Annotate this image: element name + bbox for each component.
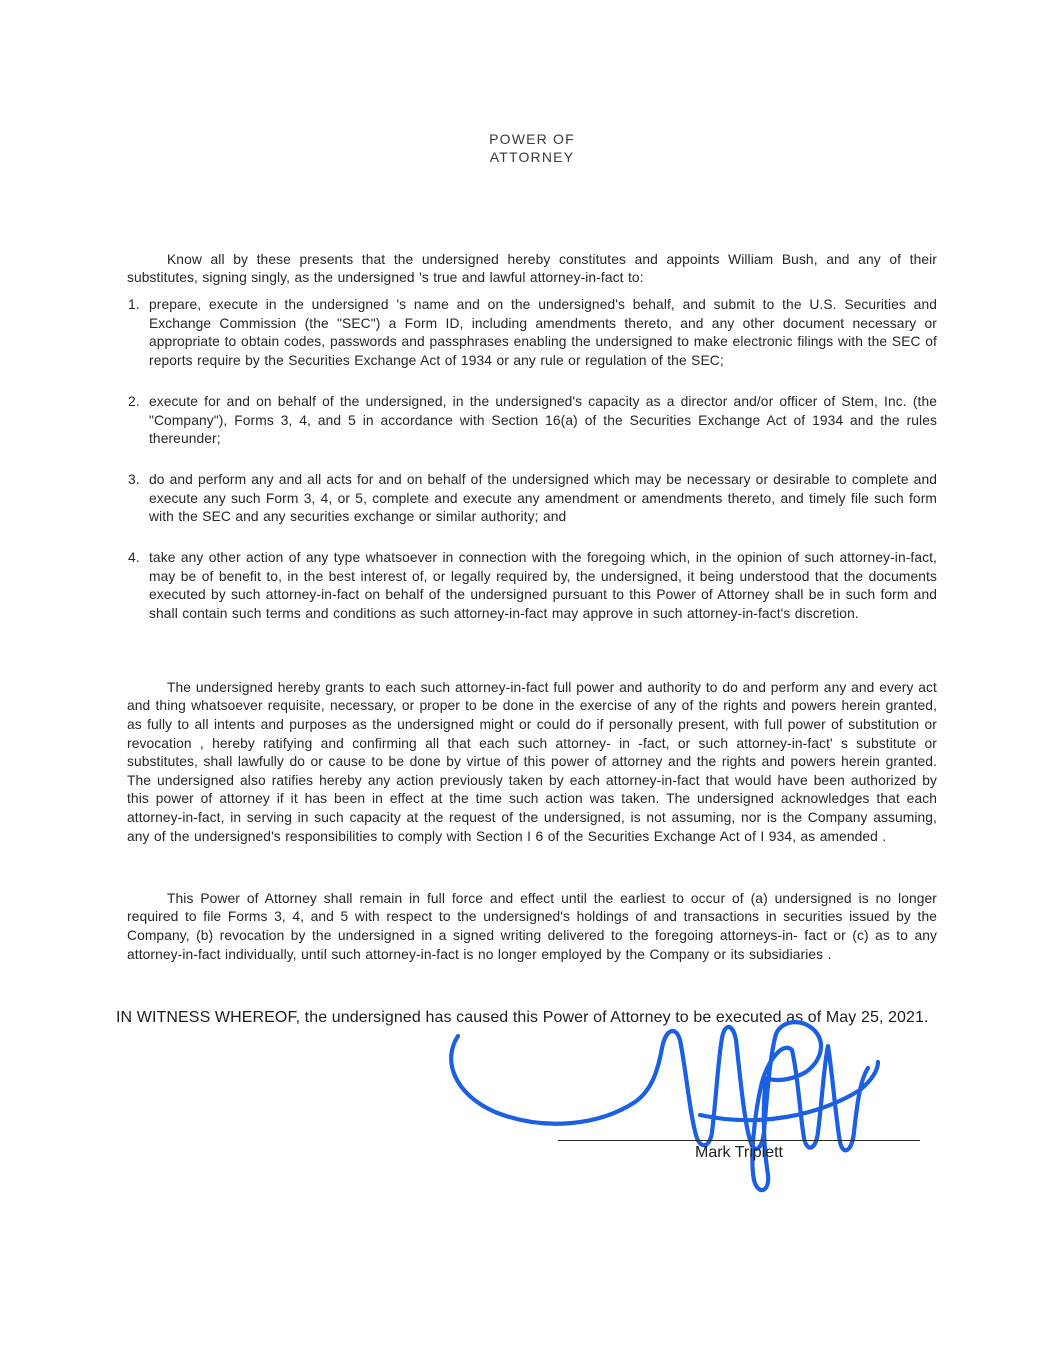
item-number: 3.	[128, 472, 140, 487]
item-number: 1.	[128, 297, 140, 312]
list-item-4	[128, 549, 937, 623]
witness-clause: IN WITNESS WHEREOF, the undersigned has caused this Power of Attorney to be executed as of May 25, 2021.	[116, 1009, 929, 1026]
signature-ink	[451, 1022, 878, 1190]
title-line-2: ATTORNEY	[489, 149, 575, 165]
item-text: take any other action of any type whatsoever in connection with the foregoing which, in the opinion of such attorney-in-fact, may be of benefit to, in the best interest of, or legally required by, the undersigned, it being understood that the documents executed by such attorney-in-fact on behalf of the undersigned pursuant to this Power of Attorney shall be in such form and shall contain such terms and conditions as such attorney-in-fact may approve in such attorney-in-fact's discretion.	[149, 550, 937, 621]
title-line-1: POWER OF	[489, 131, 575, 147]
item-text: execute for and on behalf of the undersigned, in the undersigned's capacity as a director and/or officer of Stem, Inc. (the "Company"), Forms 3, 4, and 5 in accordance with Section 16(a) of the Securities Exchange Act of 1934 and the rules thereunder;	[149, 394, 937, 447]
list-item-3	[128, 471, 937, 527]
list-item-2	[128, 393, 937, 449]
grant-paragraph: The undersigned hereby grants to each such attorney-in-fact full power and authority to do and perform any and every act and thing whatsoever requisite, necessary, or proper to be done in the exercise of any of the rights and powers herein granted, as fully to all intents and purposes as the undersigned might or could do if personally present, with full power of substitution or revocation , hereby ratifying and confirming all that each such attorney- in -fact, or such attorney-in-fact' s substitute or substitutes, shall lawfully do or cause to be done by virtue of this power of attorney and the rights and powers herein granted. The undersigned also ratifies hereby any action previously taken by each attorney-in-fact that would have been authorized by this power of attorney if it has been in effect at the time such action was taken. The undersigned acknowledges that each attorney-in-fact, in serving in such capacity at the request of the undersigned, is not assuming, nor is the Company assuming, any of the undersigned's responsibilities to comply with Section I 6 of the Securities Exchange Act of I 934, as amended .	[127, 679, 937, 844]
item-text: prepare, execute in the undersigned 's name and on the undersigned's behalf, and submit to the U.S. Securities and Exchange Commission (the "SEC") a Form ID, including amendments thereto, and any other document necessary or appropriate to obtain codes, passwords and passphrases enabling the undersigned to make electronic filings with the SEC of reports require by the Securities Exchange Act of 1934 or any rule or regulation of the SEC;	[149, 297, 937, 368]
intro-paragraph: Know all by these presents that the undersigned hereby constitutes and appoints William Bush, and any of their substitutes, signing singly, as the undersigned 's true and lawful attorney-in-fact to:	[127, 251, 937, 286]
signature-line	[558, 1140, 920, 1141]
list-item-1	[128, 296, 937, 370]
signer-name: Mark Triplett	[694, 1144, 783, 1161]
item-number: 2.	[128, 394, 140, 409]
signature-image	[440, 1020, 890, 1205]
item-text: do and perform any and all acts for and on behalf of the undersigned which may be necessary or desirable to complete and execute any such Form 3, 4, or 5, complete and execute any amendment or amendments thereto, and timely file such form with the SEC and any securities exchange or similar authority; and	[149, 472, 937, 525]
document-title	[127, 130, 937, 166]
item-number: 4.	[128, 550, 140, 565]
termination-paragraph: This Power of Attorney shall remain in full force and effect until the earliest to occur of (a) undersigned is no longer required to file Forms 3, 4, and 5 with respect to the undersigned's holdings of and transactions in securities issued by the Company, (b) revocation by the undersigned in a signed writing delivered to the foregoing attorneys-in- fact or (c) as to any attorney-in-fact individually, until such attorney-in-fact is no longer employed by the Company or its subsidiaries .	[127, 890, 937, 962]
